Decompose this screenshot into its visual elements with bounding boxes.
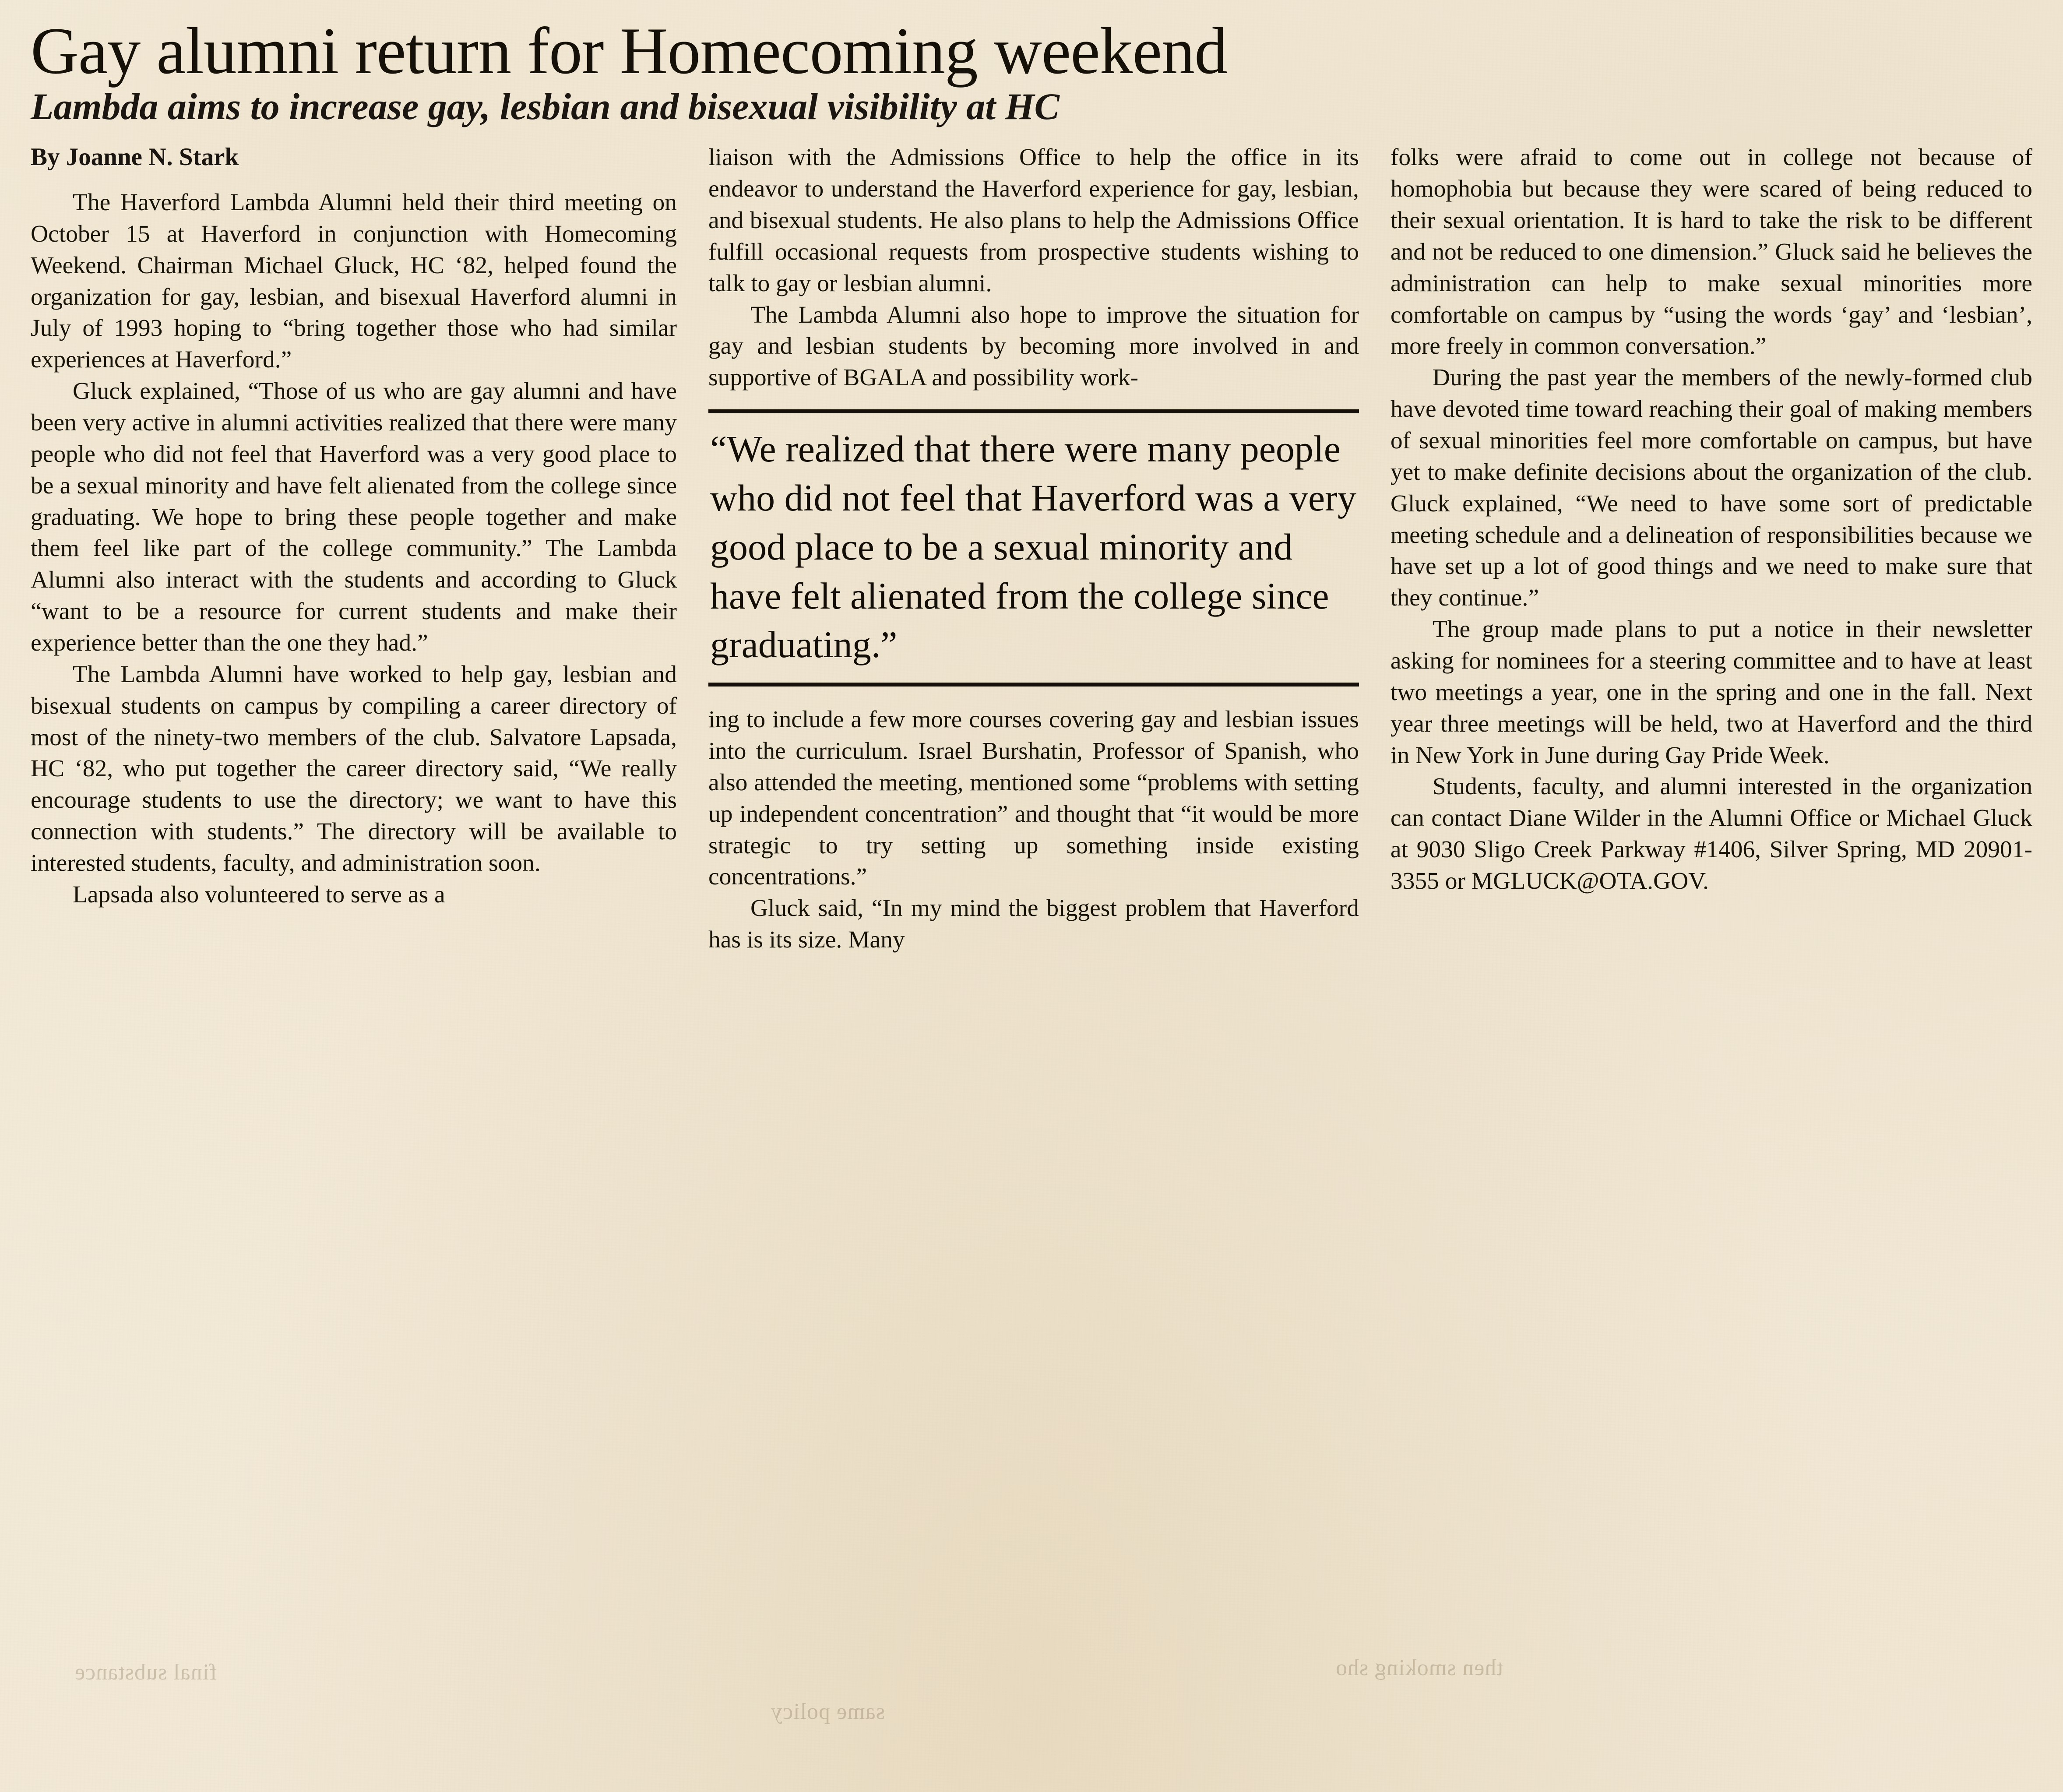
paragraph: Gluck explained, “Those of us who are gay alumni and have been very active in alumni activities realized that there were many people who did not feel that Haverford was a very good place to be a sexual minority and have felt alienated from the college since graduating. We hope to bring these people together and make them feel like part of the college community.” The Lambda Alumni also interact with the students and according to Gluck “want to be a resource for current students and make their experience better than the one they had.”: [31, 378, 677, 657]
paragraph: The group made plans to put a notice in their newsletter asking for nominees for a steering committee and to have at least two meetings a year, one in the spring and one in the fall. Next year three meetings will be held, two at Haverford and the third in New York in June during Gay Pride Week.: [1390, 616, 2032, 769]
paragraph: Students, faculty, and alumni interested in the organization can contact Diane Wilder in the Alumni Office or Michael Gluck at 9030 Sligo Creek Parkway #1406, Silver Spring, MD 20901-3355 or MGLUCK@OTA.GOV.: [1390, 773, 2032, 895]
paragraph: Gluck said, “In my mind the biggest problem that Haverford has is its size. Many: [708, 895, 1359, 954]
pull-quote-block: [708, 409, 1359, 687]
page-title: Gay alumni return for Homecoming weekend: [31, 14, 1228, 88]
column-right: [1391, 142, 2032, 897]
paragraph: The Haverford Lambda Alumni held their third meeting on October 15 at Haverford in conjunction with Homecoming Weekend. Chairman Michael Gluck, HC ‘82, helped found the organization for gay, lesbian, and bisexual Haverford alumni in July of 1993 hoping to “bring together those who had similar experiences at Haverford.”: [31, 189, 677, 373]
paragraph: The Lambda Alumni have worked to help gay, lesbian and bisexual students on campus by compiling a career directory of most of the ninety-two members of the club. Salvatore Lapsada, HC ‘82, who put together the career directory said, “We really encourage students to use the directory; we want to have this connection with students.” The directory will be available to interested students, faculty, and administration soon.: [31, 661, 677, 877]
paragraph: The Lambda Alumni also hope to improve the situation for gay and lesbian students by becoming more involved in and supportive of BGALA and possibility work-: [708, 301, 1359, 391]
column-middle: [708, 142, 1359, 956]
pull-quote-text: “We realized that there were many people who did not feel that Haverford was a very good place to be a sexual minority and have felt alienated from the college since graduating.”: [710, 428, 1356, 666]
bleed-through-text: final substance: [74, 1660, 217, 1685]
pull-quote-top-rule: [708, 409, 1359, 413]
paragraph: During the past year the members of the newly-formed club have devoted time toward reaching their goal of making members of sexual minorities feel more comfortable on campus, but have yet to make definite decisions about the organization of the club. Gluck explained, “We need to have some sort of predictable meeting schedule and a delineation of responsibilities because we have set up a lot of good things and we need to make sure that they continue.”: [1390, 364, 2032, 612]
paragraph: ing to include a few more courses covering gay and lesbian issues into the curriculum. Israel Burshatin, Professor of Spanish, who also attended the meeting, mentioned some “problems with setting up independent concentration” and thought that “it would be more strategic to try setting up something inside existing concentrations.”: [708, 706, 1359, 891]
pull-quote-bottom-rule: [708, 683, 1359, 687]
byline: By Joanne N. Stark: [31, 143, 239, 171]
column-left: [31, 142, 677, 910]
bleed-through-text: then smoking sho: [1335, 1655, 1503, 1680]
bleed-through-text: same policy: [771, 1699, 885, 1724]
article-columns: [31, 142, 2032, 956]
paragraph: folks were afraid to come out in college not because of homophobia but because they were scared of being reduced to their sexual orientation. It is hard to take the risk to be different and not be reduced to one dimension.” Gluck said he believes the administration can help to make sexual minorities more comfortable on campus by “using the words ‘gay’ and ‘lesbian’, more freely in common conversation.”: [1390, 144, 2032, 360]
subheadline: Lambda aims to increase gay, lesbian and bisexual visibility at HC: [31, 85, 1060, 127]
paragraph: liaison with the Admissions Office to help the office in its endeavor to understand the Haverford experience for gay, lesbian, and bisexual students. He also plans to help the Admissions Office fulfill occasional requests from prospective students wishing to talk to gay or lesbian alumni.: [708, 144, 1359, 297]
paragraph: Lapsada also volunteered to serve as a: [73, 881, 445, 908]
